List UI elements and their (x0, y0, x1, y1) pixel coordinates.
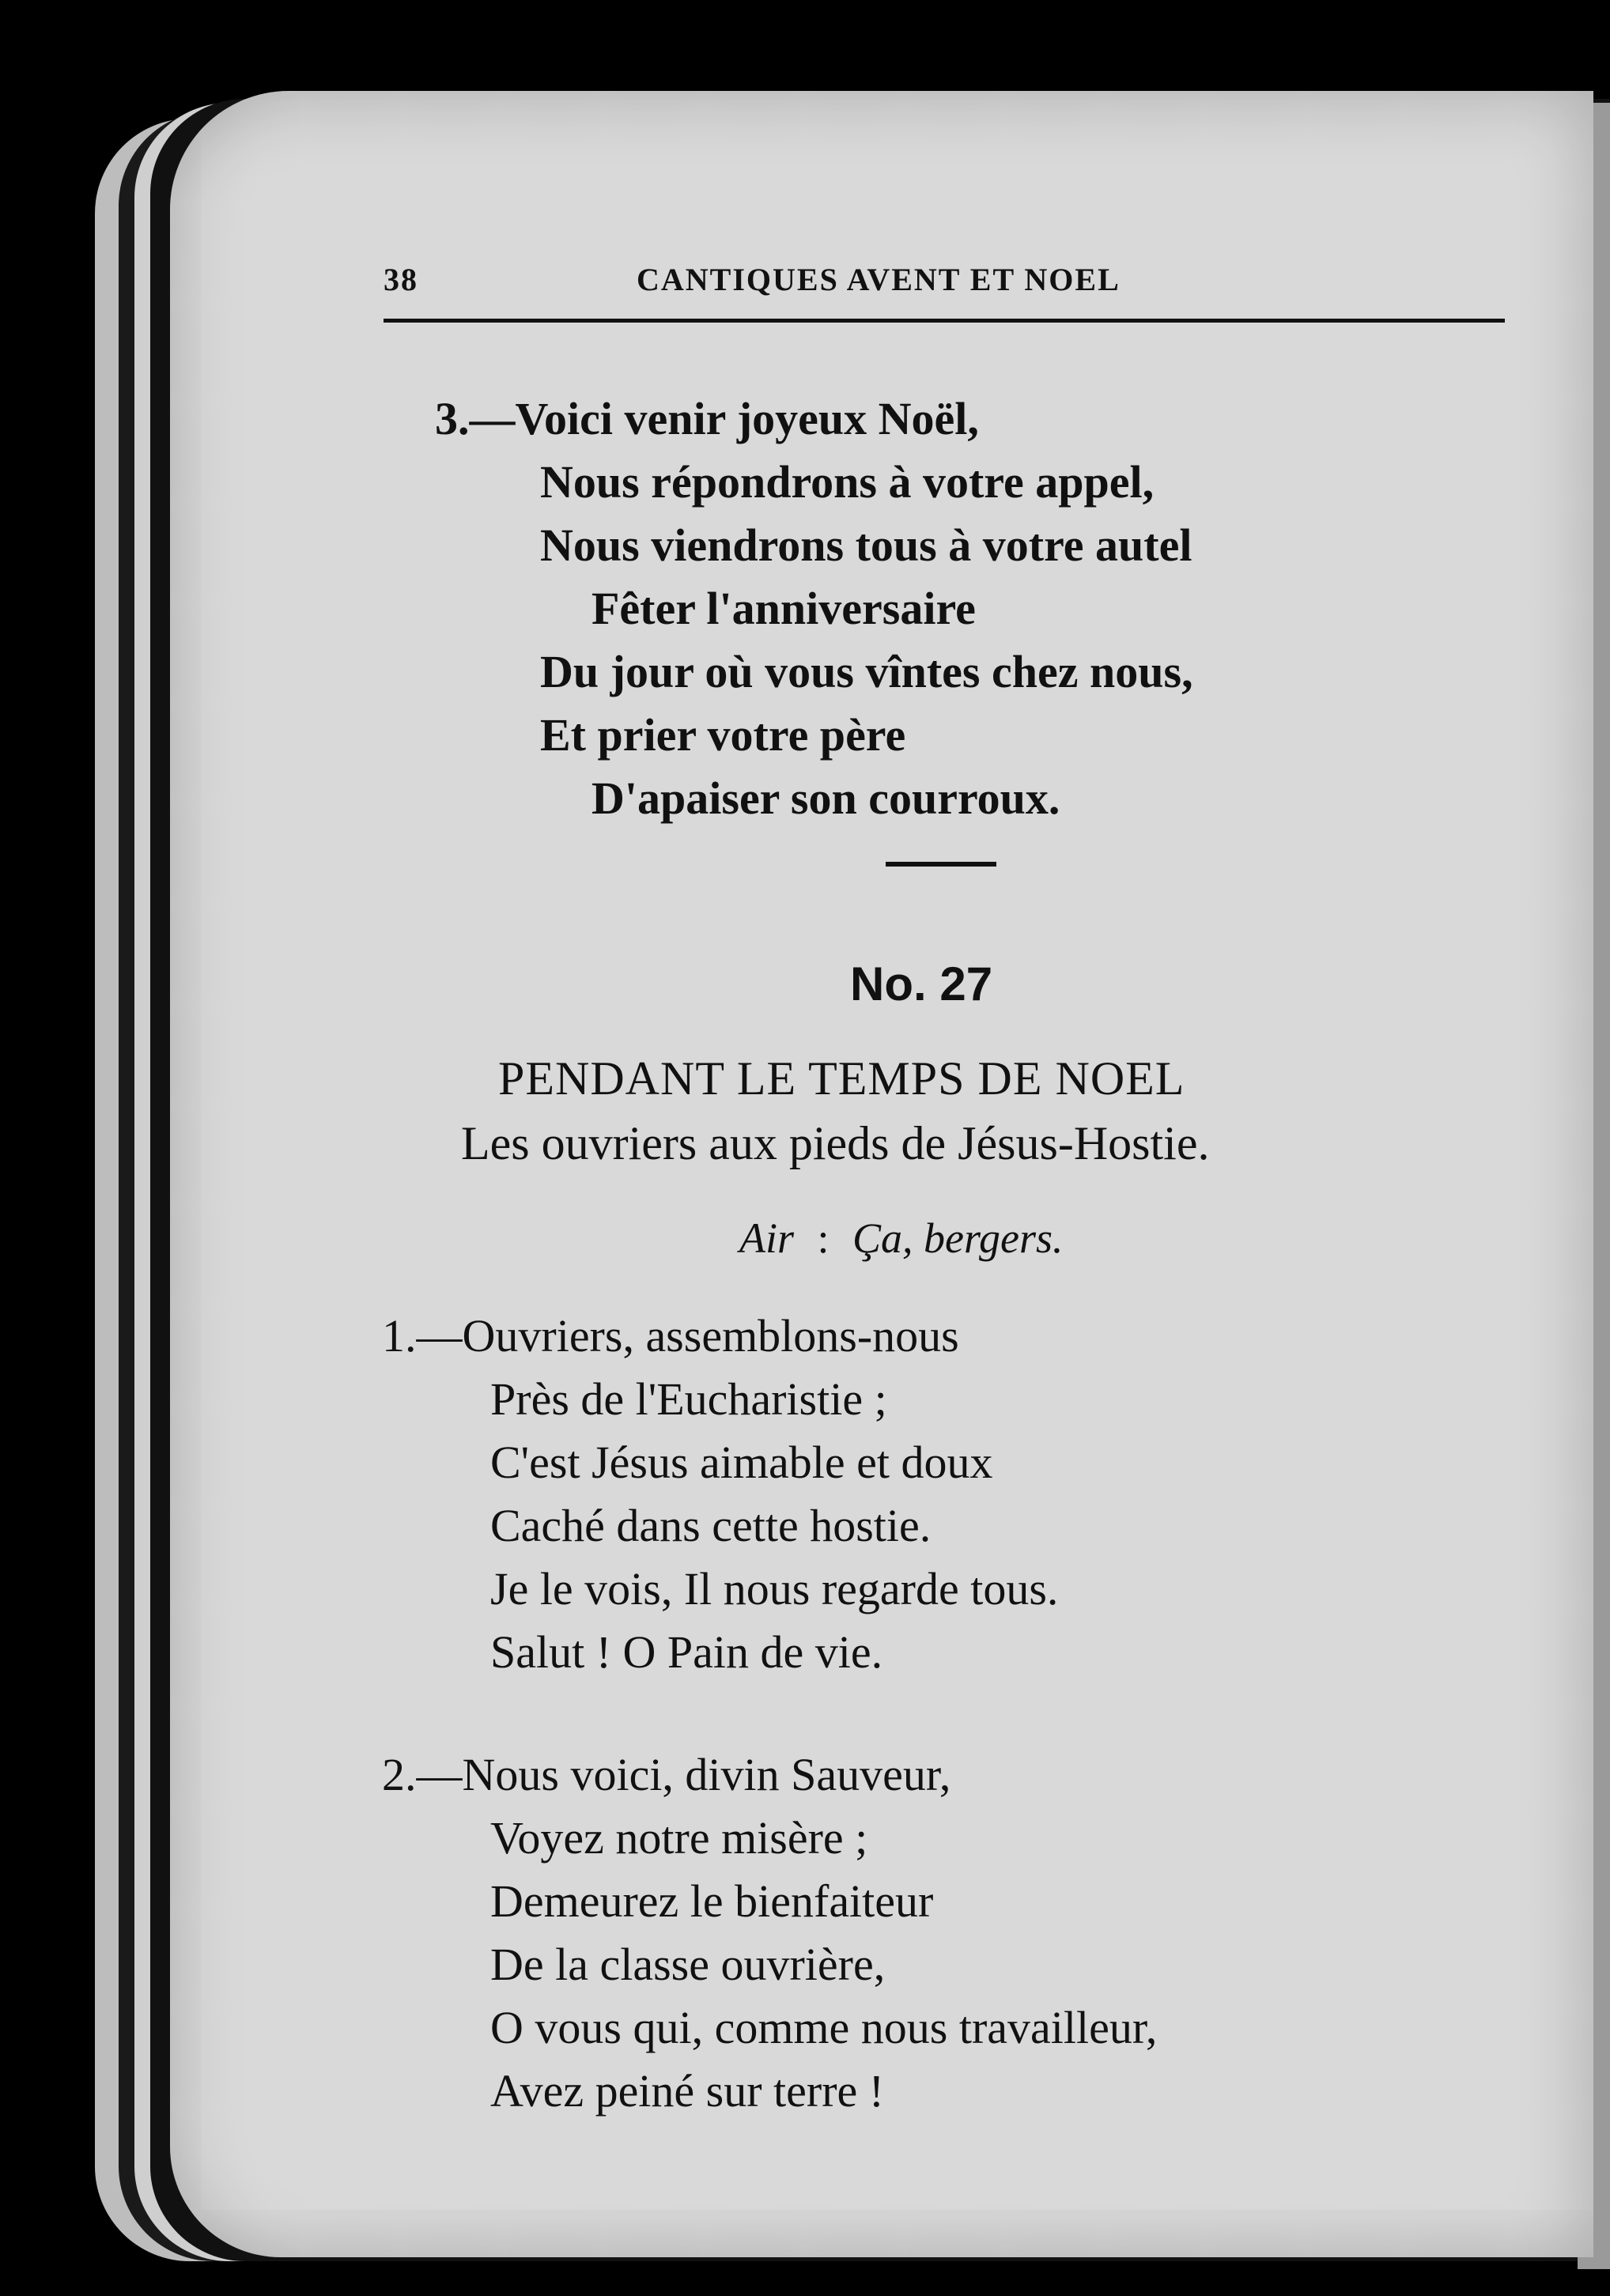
hymn-number: No. 27 (850, 957, 993, 1010)
verse-line: O vous qui, comme nous travailleur, (490, 2002, 1158, 2053)
verse-line: Près de l'Eucharistie ; (490, 1373, 887, 1425)
verse-line: 1.—Ouvriers, assemblons-nous (382, 1310, 959, 1361)
air-separator: : (817, 1214, 830, 1262)
verse-line: Avez peiné sur terre ! (490, 2065, 885, 2117)
verse-line: Nous viendrons tous à votre autel (540, 519, 1192, 571)
verse-line: Et prier votre père (540, 709, 906, 761)
verse-line: Salut ! O Pain de vie. (490, 1626, 883, 1678)
verse-line: C'est Jésus aimable et doux (490, 1437, 993, 1488)
hymn-title: PENDANT LE TEMPS DE NOEL (498, 1052, 1185, 1105)
verse-line: Demeurez le bienfaiteur (490, 1875, 934, 1927)
verse-line: Voyez notre misère ; (490, 1812, 868, 1864)
verse-line: Fêter l'anniversaire (591, 583, 976, 634)
verse-line: De la classe ouvrière, (490, 1939, 886, 1990)
running-title: CANTIQUES AVENT ET NOEL (637, 262, 1121, 297)
hymn-subtitle: Les ouvriers aux pieds de Jésus-Hostie. (461, 1117, 1210, 1169)
verse-line: 2.—Nous voici, divin Sauveur, (382, 1749, 951, 1800)
verse-line: 3.—Voici venir joyeux Noël, (435, 393, 979, 444)
page-number: 38 (384, 262, 418, 297)
verse-line: Caché dans cette hostie. (490, 1500, 932, 1551)
tune-indication (739, 1214, 1064, 1263)
air-tune: Ça, bergers. (852, 1214, 1064, 1262)
verse-line: Du jour où vous vîntes chez nous, (540, 646, 1193, 697)
section-divider (886, 862, 996, 867)
air-label: Air (739, 1214, 795, 1262)
verse-line: D'apaiser son courroux. (591, 772, 1060, 824)
verse-line: Nous répondrons à votre appel, (540, 456, 1155, 508)
header-rule (384, 319, 1505, 323)
verse-line: Je le vois, Il nous regarde tous. (490, 1563, 1059, 1614)
